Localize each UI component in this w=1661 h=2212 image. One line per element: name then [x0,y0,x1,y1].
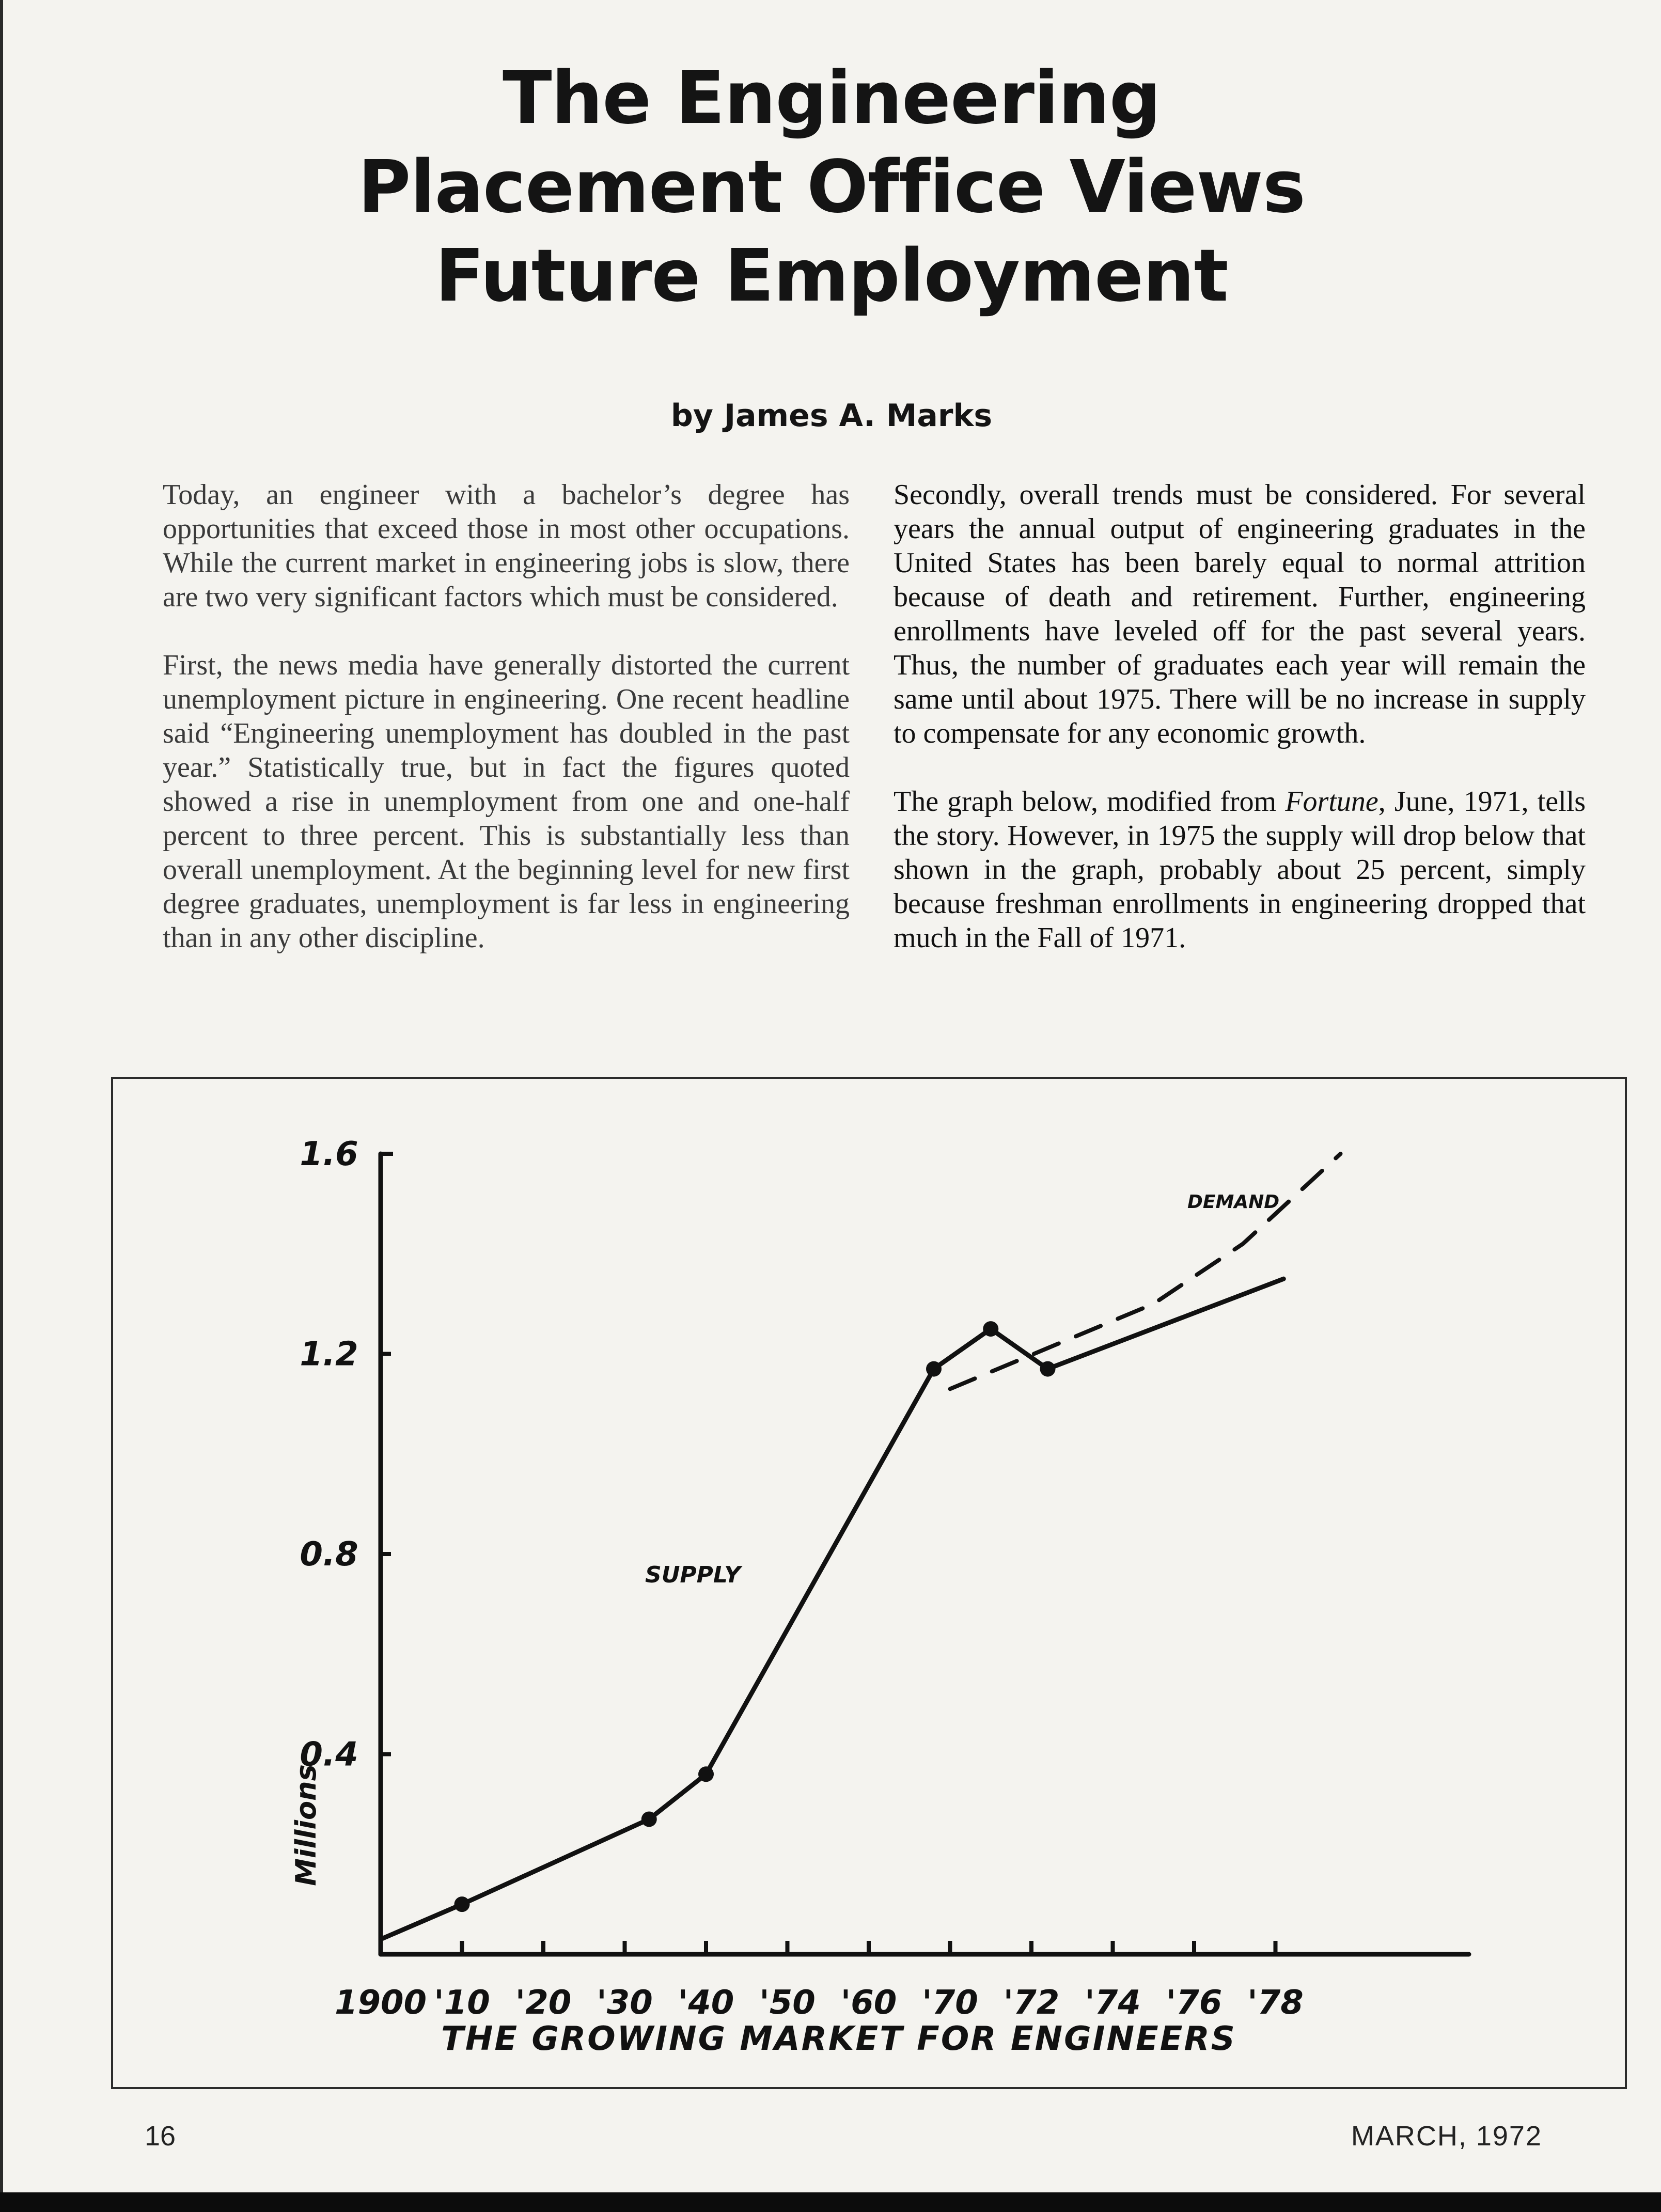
x-tick-label: '78 [1247,1984,1304,2022]
fortune-italic: Fortune [1285,786,1378,818]
series-line-supply [381,1279,1283,1939]
x-tick-label: '50 [759,1984,816,2022]
byline: by James A. Marks [670,398,993,434]
y-tick-label: 1.6 [300,1135,358,1173]
x-tick-label: '72 [1003,1984,1060,2022]
page-left-edge [0,0,3,2212]
x-tick-label: '30 [597,1984,653,2022]
y-axis-title: Millions [290,1764,322,1886]
data-point-supply [1040,1361,1056,1377]
page-number: 16 [145,2121,176,2152]
y-tick-label: 1.2 [300,1335,358,1374]
series-line-demand [950,1154,1341,1389]
series-label-supply: SUPPLY [645,1562,741,1588]
graph-intro-after: , June, 1971, tells the story. However, in 1975 the supply will drop below that shown in the graph, probably about 25 percent, simply because freshman enrollments in engineering dropped that much in the Fall of 1971. [894,786,1586,954]
paragraph-first-factor: First, the news media have generally distorted the current unemployment picture in engineering. One recent headline said “Engineering unemployment has doubled in the past year.” Statistically true, but in fact the figures quoted showed a rise in unemployment from one and one-half percent to three percent. This is substantially less than overall unemployment. At the beginning level for new first degree graduates, unemployment is far less in engineering than in any other discipline. [163,649,850,954]
left-column [163,478,850,989]
title-line-1: The Engineering [503,56,1161,140]
data-point-supply [698,1766,714,1782]
data-point-supply [455,1896,470,1912]
x-tick-label: '74 [1085,1984,1141,2022]
y-tick-label: 0.8 [300,1535,358,1574]
y-tick-label: 0.4 [300,1735,358,1774]
issue-date: MARCH, 1972 [1351,2121,1542,2152]
title-line-3: Future Employment [435,234,1228,318]
title-line-2: Placement Office Views [357,145,1306,229]
x-tick-label: '60 [840,1984,897,2022]
data-point-supply [983,1321,998,1337]
x-tick-label: '70 [922,1984,978,2022]
article-title [155,54,1508,321]
paragraph-second-factor: Secondly, overall trends must be considered. For several years the annual output of engineering graduates in the United States has been barely equal to normal attrition because of death and retirement. Further, engineering enrollments have leveled off for the past several years. Thus, the number of graduates each year will remain the same until about 1975. There will be no increase in supply to compensate for any economic growth. [894,479,1586,749]
right-column [894,478,1586,989]
series-label-demand: DEMAND [1187,1191,1280,1213]
x-tick-label: '20 [515,1984,572,2022]
paragraph-intro: Today, an engineer with a bachelor’s degree has opportunities that exceed those in most other occupations. While the current market in engineering jobs is slow, there are two very significant factors which must be considered. [163,479,850,613]
x-tick-label: 1900 [334,1984,427,2022]
market-chart [113,1079,1625,2087]
paragraph-graph-intro [894,785,1586,955]
x-tick-label: '76 [1166,1984,1223,2022]
x-tick-label: '40 [678,1984,734,2022]
data-point-supply [641,1811,657,1827]
chart-figure [111,1077,1627,2089]
data-point-supply [926,1361,942,1377]
page-bottom-edge [0,2192,1661,2212]
x-tick-label: '10 [434,1984,490,2022]
graph-intro-before: The graph below, modified from [894,786,1286,818]
chart-title: THE GROWING MARKET FOR ENGINEERS [441,2020,1236,2058]
